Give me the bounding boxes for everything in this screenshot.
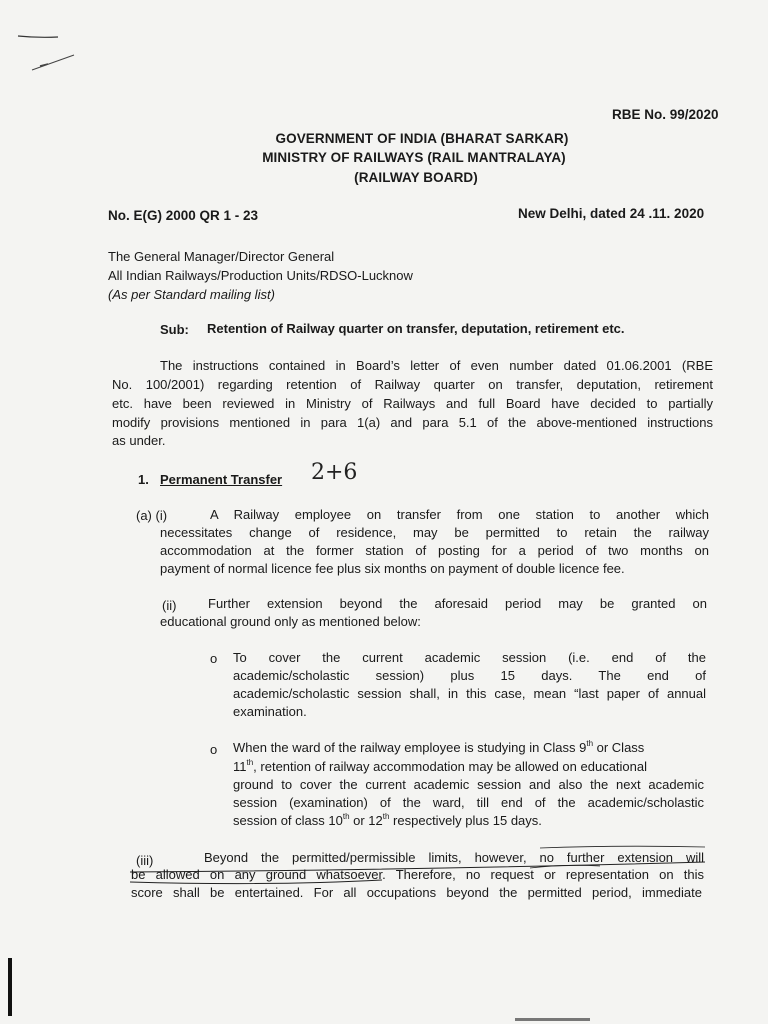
section-1-number: 1. xyxy=(138,472,149,487)
para-a-i-line-4: payment of normal licence fee plus six months on payment of double licence fee. xyxy=(160,561,625,576)
para-a-i-line-2: necessitates change of residence, may be permitted to retain the railway xyxy=(160,525,709,540)
para-ii-line-1: Further extension beyond the aforesaid period may be granted on xyxy=(208,596,707,611)
bullet-2-marker: o xyxy=(210,742,218,757)
para-iii-line-1: Beyond the permitted/permissible limits, however, no further extension will xyxy=(204,850,704,865)
addressee-line-1: The General Manager/Director General xyxy=(108,249,335,264)
header-line-3: (RAILWAY BOARD) xyxy=(354,170,478,185)
intro-line-1: The instructions contained in Board’s letter of even number dated 01.06.2001 (RBE xyxy=(160,358,713,373)
para-a-i-line-1: A Railway employee on transfer from one station to another which xyxy=(210,507,709,522)
para-iii-line-3: score shall be entertained. For all occupations beyond the permitted period, immediate xyxy=(131,885,702,900)
bullet-2-line-1: When the ward of the railway employee is studying in Class 9th or Class xyxy=(233,739,645,755)
subject-text: Retention of Railway quarter on transfer, deputation, retirement etc. xyxy=(207,321,625,336)
bullet-2-line-2: 11th, retention of railway accommodation may be allowed on educational xyxy=(233,758,648,774)
intro-line-2: No. 100/2001) regarding retention of Railway quarter on transfer, deputation, retirement xyxy=(112,377,713,392)
addressee-line-3: (As per Standard mailing list) xyxy=(108,287,275,302)
para-a-i-line-3: accommodation at the former station of posting for a period of two months on xyxy=(160,543,709,558)
para-ii-line-2: educational ground only as mentioned below: xyxy=(160,614,421,629)
para-iii-label: (iii) xyxy=(136,853,154,868)
intro-line-5: as under. xyxy=(112,433,166,448)
bullet-1-line-2: academic/scholastic session) plus 15 days. The end of xyxy=(233,668,706,683)
header-line-1: GOVERNMENT OF INDIA (BHARAT SARKAR) xyxy=(275,131,569,146)
bullet-2-line-4: session (examination) of the ward, till end of the academic/scholastic xyxy=(233,795,704,810)
bullet-1-line-3: academic/scholastic session shall, in this case, mean “last paper of annual xyxy=(233,686,706,701)
bullet-2-line-5: session of class 10th or 12th respectively plus 15 days. xyxy=(233,812,542,828)
handwritten-note: 2+6 xyxy=(311,460,358,485)
bullet-1-marker: o xyxy=(210,651,218,666)
rbe-number: RBE No. 99/2020 xyxy=(612,107,719,122)
letter-number: No. E(G) 2000 QR 1 - 23 xyxy=(108,208,259,223)
intro-line-3: etc. have been reviewed in Ministry of Railways and full Board have decided to partially xyxy=(112,396,713,411)
para-a-i-label: (a) (i) xyxy=(136,508,168,523)
addressee-line-2: All Indian Railways/Production Units/RDSO-Lucknow xyxy=(108,268,413,283)
section-1-title: Permanent Transfer xyxy=(160,472,283,487)
bullet-1-line-4: examination. xyxy=(233,704,307,719)
intro-line-4: modify provisions mentioned in para 1(a) and para 5.1 of the above-mentioned instructions xyxy=(112,415,713,430)
bullet-2-line-3: ground to cover the current academic session and also the next academic xyxy=(233,777,704,792)
header-line-2: MINISTRY OF RAILWAYS (RAIL MANTRALAYA) xyxy=(262,150,566,165)
para-ii-label: (ii) xyxy=(162,598,177,613)
letter-date: New Delhi, dated 24 .11. 2020 xyxy=(518,206,705,221)
bullet-1-line-1: To cover the current academic session (i.e. end of the xyxy=(233,650,706,665)
subject-label: Sub: xyxy=(160,322,189,337)
para-iii-line-2: be allowed on any ground whatsoever. Therefore, no request or representation on this xyxy=(131,867,704,882)
